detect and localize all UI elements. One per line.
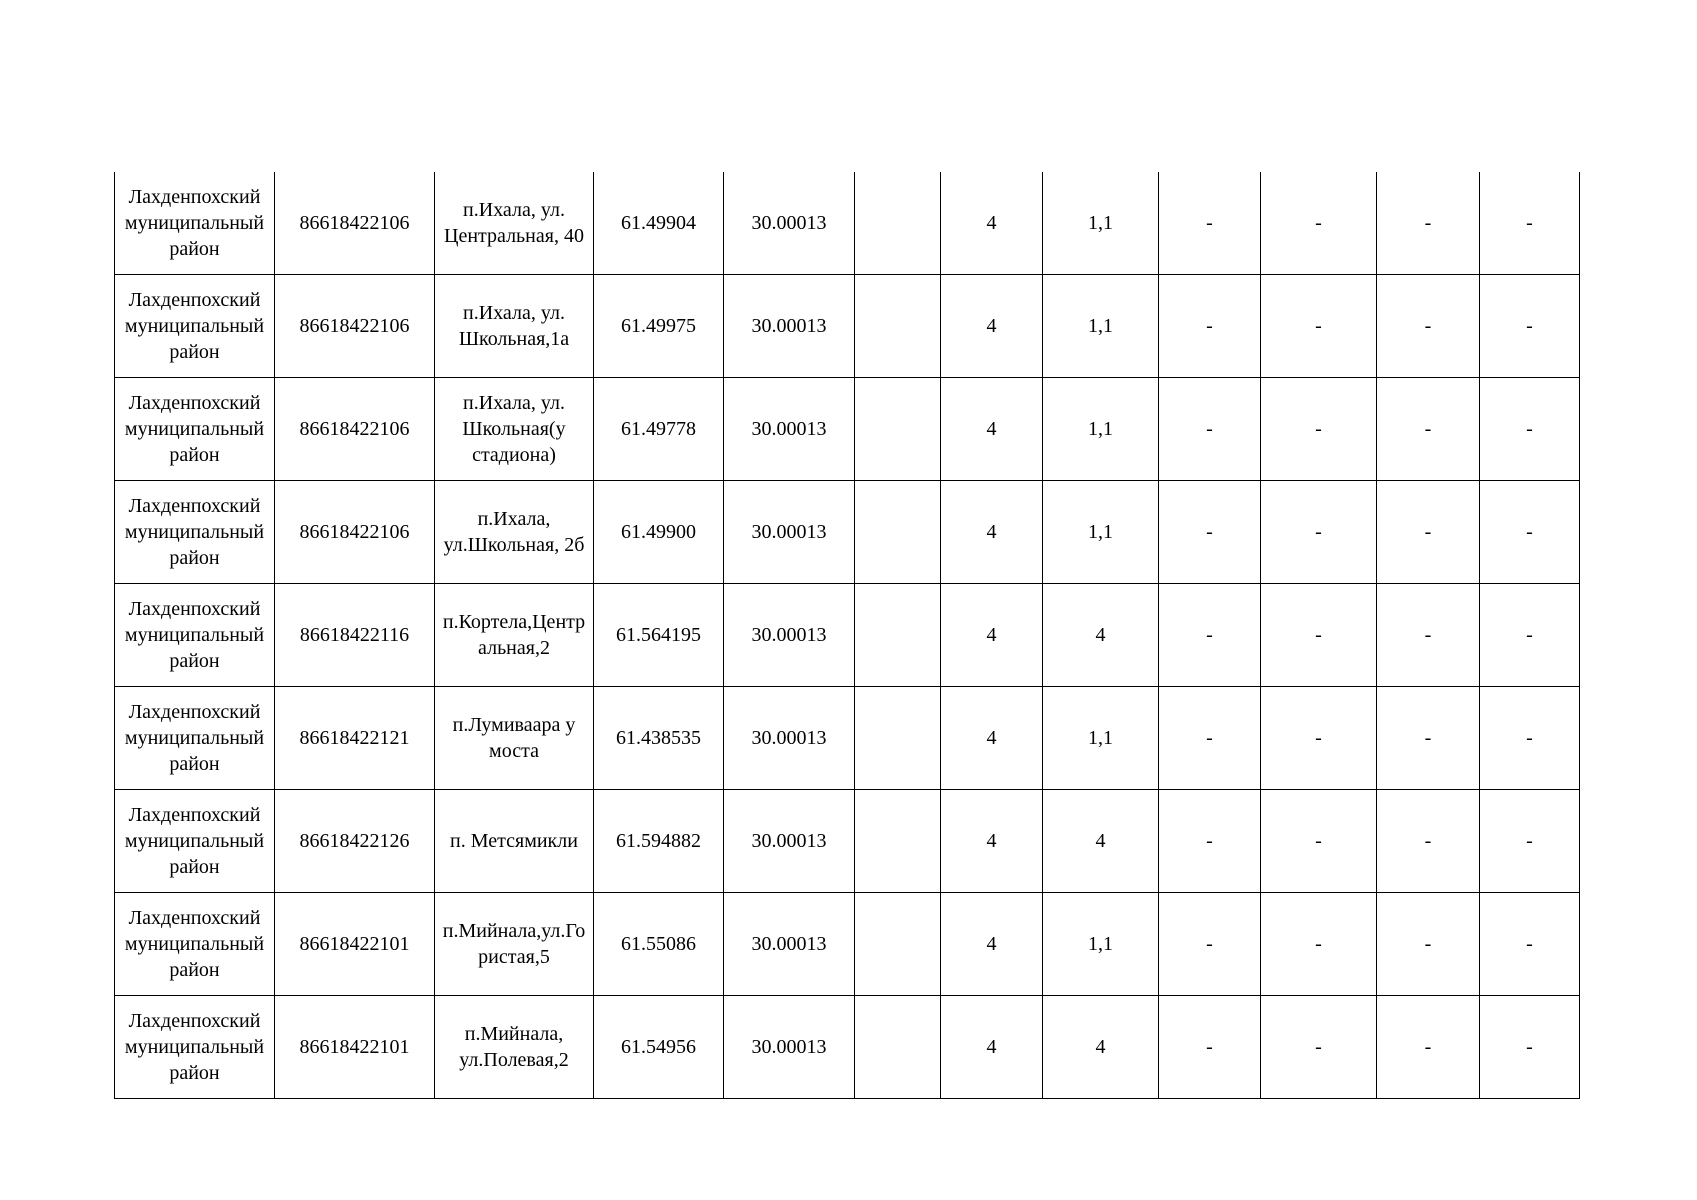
dash-cell-3: - [1377,378,1480,481]
dash-cell-2: - [1261,172,1377,275]
address-cell: п.Ихала, ул. Школьная,1а [435,275,594,378]
dash-cell-1: - [1159,481,1261,584]
table-row [115,172,1580,275]
dash-cell-2: - [1261,584,1377,687]
table-row [115,790,1580,893]
district-cell: Лахденпохский муниципальный район [115,790,275,893]
address-cell: п.Ихала, ул.Школьная, 2б [435,481,594,584]
empty-cell [855,378,941,481]
address-cell: п.Ихала, ул. Школьная(у стадиона) [435,378,594,481]
dash-cell-1: - [1159,378,1261,481]
empty-cell [855,275,941,378]
longitude-cell: 30.00013 [724,790,855,893]
latitude-cell: 61.438535 [594,687,724,790]
oktmo-code-cell: 86618422106 [275,172,435,275]
dash-cell-2: - [1261,893,1377,996]
district-cell: Лахденпохский муниципальный район [115,687,275,790]
dash-cell-1: - [1159,275,1261,378]
latitude-cell: 61.55086 [594,893,724,996]
table-body [115,172,1580,1099]
dash-cell-1: - [1159,687,1261,790]
dash-cell-1: - [1159,790,1261,893]
dash-cell-4: - [1480,893,1580,996]
dash-cell-3: - [1377,893,1480,996]
container-volume-cell: 1,1 [1043,893,1159,996]
dash-cell-4: - [1480,275,1580,378]
container-count-cell: 4 [941,172,1043,275]
address-cell: п.Ихала, ул. Центральная, 40 [435,172,594,275]
dash-cell-4: - [1480,481,1580,584]
oktmo-code-cell: 86618422126 [275,790,435,893]
empty-cell [855,996,941,1099]
container-volume-cell: 4 [1043,584,1159,687]
container-volume-cell: 1,1 [1043,378,1159,481]
oktmo-code-cell: 86618422106 [275,275,435,378]
oktmo-code-cell: 86618422121 [275,687,435,790]
dash-cell-2: - [1261,378,1377,481]
dash-cell-3: - [1377,584,1480,687]
dash-cell-4: - [1480,584,1580,687]
dash-cell-2: - [1261,790,1377,893]
dash-cell-2: - [1261,481,1377,584]
district-cell: Лахденпохский муниципальный район [115,378,275,481]
dash-cell-2: - [1261,687,1377,790]
district-cell: Лахденпохский муниципальный район [115,172,275,275]
oktmo-code-cell: 86618422116 [275,584,435,687]
container-sites-table [114,172,1580,1099]
table-row [115,687,1580,790]
dash-cell-1: - [1159,893,1261,996]
longitude-cell: 30.00013 [724,687,855,790]
empty-cell [855,584,941,687]
dash-cell-1: - [1159,996,1261,1099]
latitude-cell: 61.564195 [594,584,724,687]
latitude-cell: 61.49778 [594,378,724,481]
container-count-cell: 4 [941,378,1043,481]
address-cell: п.Мийнала, ул.Полевая,2 [435,996,594,1099]
longitude-cell: 30.00013 [724,378,855,481]
longitude-cell: 30.00013 [724,172,855,275]
container-volume-cell: 4 [1043,790,1159,893]
address-cell: п.Мийнала,ул.Гористая,5 [435,893,594,996]
longitude-cell: 30.00013 [724,481,855,584]
dash-cell-1: - [1159,172,1261,275]
container-count-cell: 4 [941,584,1043,687]
longitude-cell: 30.00013 [724,584,855,687]
container-count-cell: 4 [941,275,1043,378]
table-row [115,378,1580,481]
latitude-cell: 61.49975 [594,275,724,378]
address-cell: п. Метсямикли [435,790,594,893]
longitude-cell: 30.00013 [724,996,855,1099]
container-volume-cell: 4 [1043,996,1159,1099]
container-volume-cell: 1,1 [1043,687,1159,790]
empty-cell [855,790,941,893]
address-cell: п.Кортела,Центральная,2 [435,584,594,687]
dash-cell-3: - [1377,481,1480,584]
dash-cell-3: - [1377,172,1480,275]
table-row [115,893,1580,996]
container-count-cell: 4 [941,790,1043,893]
container-count-cell: 4 [941,893,1043,996]
table-row [115,584,1580,687]
container-count-cell: 4 [941,481,1043,584]
dash-cell-4: - [1480,996,1580,1099]
table-row [115,275,1580,378]
district-cell: Лахденпохский муниципальный район [115,275,275,378]
latitude-cell: 61.49900 [594,481,724,584]
dash-cell-2: - [1261,275,1377,378]
container-volume-cell: 1,1 [1043,481,1159,584]
longitude-cell: 30.00013 [724,893,855,996]
district-cell: Лахденпохский муниципальный район [115,893,275,996]
container-volume-cell: 1,1 [1043,172,1159,275]
dash-cell-2: - [1261,996,1377,1099]
district-cell: Лахденпохский муниципальный район [115,584,275,687]
table-row [115,481,1580,584]
address-cell: п.Лумиваара у моста [435,687,594,790]
table-row [115,996,1580,1099]
dash-cell-4: - [1480,172,1580,275]
dash-cell-4: - [1480,687,1580,790]
container-volume-cell: 1,1 [1043,275,1159,378]
empty-cell [855,893,941,996]
oktmo-code-cell: 86618422106 [275,378,435,481]
container-count-cell: 4 [941,687,1043,790]
oktmo-code-cell: 86618422106 [275,481,435,584]
empty-cell [855,172,941,275]
dash-cell-3: - [1377,996,1480,1099]
dash-cell-1: - [1159,584,1261,687]
dash-cell-4: - [1480,790,1580,893]
dash-cell-3: - [1377,790,1480,893]
latitude-cell: 61.49904 [594,172,724,275]
empty-cell [855,481,941,584]
longitude-cell: 30.00013 [724,275,855,378]
district-cell: Лахденпохский муниципальный район [115,481,275,584]
empty-cell [855,687,941,790]
district-cell: Лахденпохский муниципальный район [115,996,275,1099]
dash-cell-3: - [1377,687,1480,790]
oktmo-code-cell: 86618422101 [275,893,435,996]
dash-cell-3: - [1377,275,1480,378]
container-count-cell: 4 [941,996,1043,1099]
oktmo-code-cell: 86618422101 [275,996,435,1099]
latitude-cell: 61.54956 [594,996,724,1099]
dash-cell-4: - [1480,378,1580,481]
latitude-cell: 61.594882 [594,790,724,893]
